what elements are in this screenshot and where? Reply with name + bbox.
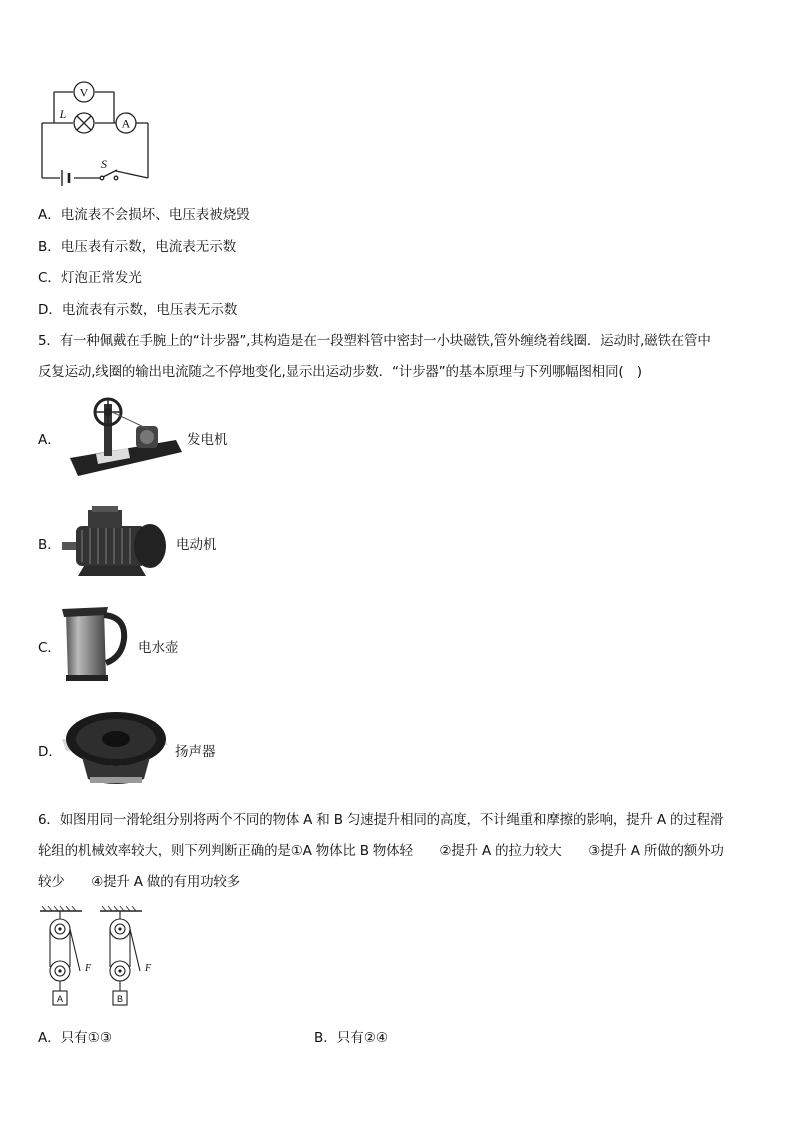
circuit-diagram bbox=[36, 78, 156, 193]
q4-option-c: C．灯泡正常发光 bbox=[38, 270, 142, 286]
q6-option-b: B．只有②④ bbox=[314, 1030, 388, 1046]
q6-stem-line2: 轮组的机械效率较大，则下列判断正确的是①A 物体比 B 物体轻 ②提升 A 的拉力较大 ③提升 A 所做的额外功 bbox=[38, 843, 724, 859]
electric-motor-image bbox=[60, 502, 175, 582]
block-b-label: B bbox=[116, 994, 124, 1004]
q4-option-d: D．电流表有示数，电压表无示数 bbox=[38, 302, 238, 318]
q4-option-a: A．电流表不会损坏、电压表被烧毁 bbox=[38, 207, 250, 223]
loudspeaker-image bbox=[60, 705, 170, 787]
q5-option-d-caption: 扬声器 bbox=[175, 744, 216, 760]
switch-label: S bbox=[101, 157, 107, 171]
q5-option-b-caption: 电动机 bbox=[176, 537, 217, 553]
force-label-right: F bbox=[145, 963, 152, 974]
q5-option-c-caption: 电水壶 bbox=[138, 640, 179, 656]
electric-kettle-image bbox=[60, 605, 130, 685]
voltmeter-label: V bbox=[79, 85, 89, 100]
pulley-system-figure bbox=[36, 905, 166, 1010]
q6-option-a: A．只有①③ bbox=[38, 1030, 112, 1046]
block-a-label: A bbox=[56, 994, 64, 1004]
q5-stem-line1: 5．有一种佩戴在手腕上的“计步器”,其构造是在一段塑料管中密封一小块磁铁,管外缠绕着线圈．运动时,磁铁在管中 bbox=[38, 333, 711, 349]
q5-option-a-caption: 发电机 bbox=[187, 432, 228, 448]
q5-option-c-letter: C． bbox=[38, 640, 61, 656]
q6-stem-line1: 6．如图用同一滑轮组分别将两个不同的物体 A 和 B 匀速提升相同的高度，不计绳重和摩擦的影响，提升 A 的过程滑 bbox=[38, 812, 724, 828]
generator-image bbox=[66, 396, 186, 478]
force-label-left: F bbox=[85, 963, 92, 974]
lamp-label: L bbox=[59, 107, 67, 121]
q5-option-d-letter: D． bbox=[38, 744, 62, 760]
q4-option-b: B．电压表有示数，电流表无示数 bbox=[38, 239, 237, 255]
q6-stem-line3: 较少 ④提升 A 做的有用功较多 bbox=[38, 874, 241, 890]
q5-stem-line2: 反复运动,线圈的输出电流随之不停地变化,显示出运动步数．“计步器”的基本原理与下列哪幅图相同( ) bbox=[38, 364, 642, 380]
q5-option-b-letter: B． bbox=[38, 537, 61, 553]
q5-option-a-letter: A． bbox=[38, 432, 61, 448]
ammeter-label: A bbox=[121, 116, 131, 131]
